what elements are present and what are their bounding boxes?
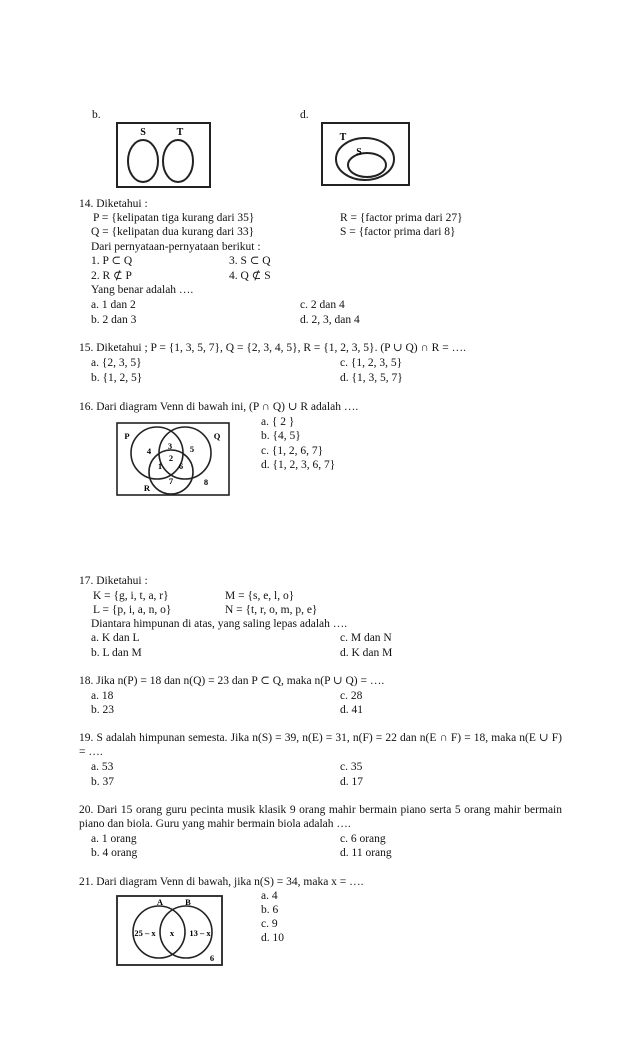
q14-ask: Yang benar adalah …. xyxy=(91,284,194,296)
q16-region-1: 1 xyxy=(157,461,163,471)
q14-statement-1: 1. P ⊂ Q xyxy=(91,255,133,267)
q20-stem: 20. Dari 15 orang guru pecinta musik klasik 9 orang mahir bermain piano serta 5 orang mahir bermain piano dan biola. Guru yang mahir bermain biola adalah …. xyxy=(79,804,562,830)
q16-option-d[interactable]: d. {1, 2, 3, 6, 7} xyxy=(261,459,336,471)
q21-option-b[interactable]: b. 6 xyxy=(261,904,279,916)
q18-option-d[interactable]: d. 41 xyxy=(340,704,363,716)
q16-region-2: 2 xyxy=(168,453,174,463)
q19-option-c[interactable]: c. 35 xyxy=(340,761,363,773)
q20-option-d[interactable]: d. 11 orang xyxy=(340,847,392,859)
q16-option-a[interactable]: a. { 2 } xyxy=(261,416,295,428)
q21-venn-diagram xyxy=(116,895,223,966)
q13-d-set-s-label: S xyxy=(356,147,362,158)
q14-option-c[interactable]: c. 2 dan 4 xyxy=(300,299,345,311)
q13-diagram-b xyxy=(116,122,211,188)
q18-option-c[interactable]: c. 28 xyxy=(340,690,363,702)
q16-region-6: 6 xyxy=(178,461,184,471)
q17-set-k-definition: K = {g, i, t, a, r} xyxy=(93,590,169,602)
q21-option-d[interactable]: d. 10 xyxy=(261,932,284,944)
q13-option-b-label: b. xyxy=(92,109,101,121)
q21-set-a-label: A xyxy=(156,897,164,907)
q21-region-a-only: 25 – x xyxy=(134,928,156,938)
q16-option-c[interactable]: c. {1, 2, 6, 7} xyxy=(261,445,324,457)
q14-option-b[interactable]: b. 2 dan 3 xyxy=(91,314,137,326)
q16-set-p-label: P xyxy=(124,431,130,441)
q16-set-r-label: R xyxy=(143,483,151,493)
q14-statement-3: 3. S ⊂ Q xyxy=(229,255,271,267)
q21-option-c[interactable]: c. 9 xyxy=(261,918,278,930)
q19-stem: 19. S adalah himpunan semesta. Jika n(S) = 39, n(E) = 31, n(F) = 22 dan n(E ∩ F) = 18, maka n(E ∪ F) = …. xyxy=(79,732,562,758)
q19-option-b[interactable]: b. 37 xyxy=(91,776,114,788)
q17-option-d[interactable]: d. K dan M xyxy=(340,647,393,659)
q16-option-b[interactable]: b. {4, 5} xyxy=(261,430,301,442)
q16-region-8: 8 xyxy=(203,477,209,487)
q14-set-q-definition: Q = {kelipatan dua kurang dari 33} xyxy=(91,226,255,238)
q14-statement-4: 4. Q ⊄ S xyxy=(229,270,271,282)
q21-region-b-only: 13 – x xyxy=(189,928,211,938)
q18-option-b[interactable]: b. 23 xyxy=(91,704,114,716)
q15-option-d[interactable]: d. {1, 3, 5, 7} xyxy=(340,372,403,384)
q18-option-a[interactable]: a. 18 xyxy=(91,690,114,702)
q14-stem: 14. Diketahui : xyxy=(79,198,148,210)
q13-b-set-t-label: T xyxy=(176,127,184,138)
q21-stem: 21. Dari diagram Venn di bawah, jika n(S) = 34, maka x = …. xyxy=(79,876,364,888)
q13-b-set-s-label: S xyxy=(140,127,146,138)
q13-diagram-d xyxy=(321,122,410,186)
q19-option-a[interactable]: a. 53 xyxy=(91,761,114,773)
q14-set-r-definition: R = {factor prima dari 27} xyxy=(340,212,463,224)
q21-set-b-label: B xyxy=(185,897,191,907)
q19-option-d[interactable]: d. 17 xyxy=(340,776,363,788)
q13-option-d-label: d. xyxy=(300,109,309,121)
q15-option-c[interactable]: c. {1, 2, 3, 5} xyxy=(340,357,403,369)
q14-option-d[interactable]: d. 2, 3, dan 4 xyxy=(300,314,360,326)
q17-option-b[interactable]: b. L dan M xyxy=(91,647,142,659)
q17-set-m-definition: M = {s, e, l, o} xyxy=(225,590,295,602)
q14-prompt: Dari pernyataan-pernyataan berikut : xyxy=(91,241,261,253)
q16-region-7: 7 xyxy=(168,476,174,486)
q13-d-set-t-label: T xyxy=(339,132,347,143)
q20-option-c[interactable]: c. 6 orang xyxy=(340,833,386,845)
q16-stem: 16. Dari diagram Venn di bawah ini, (P ∩ Q) ∪ R adalah …. xyxy=(79,401,359,413)
q21-option-a[interactable]: a. 4 xyxy=(261,890,278,902)
q21-region-outside: 6 xyxy=(209,953,215,963)
q18-stem: 18. Jika n(P) = 18 dan n(Q) = 23 dan P ⊂ Q, maka n(P ∪ Q) = …. xyxy=(79,675,385,687)
q15-option-b[interactable]: b. {1, 2, 5} xyxy=(91,372,143,384)
q20-option-b[interactable]: b. 4 orang xyxy=(91,847,138,859)
q20-option-a[interactable]: a. 1 orang xyxy=(91,833,137,845)
q16-venn-diagram xyxy=(116,422,230,496)
q14-set-s-definition: S = {factor prima dari 8} xyxy=(340,226,456,238)
q14-statement-2: 2. R ⊄ P xyxy=(91,270,132,282)
q14-set-p-definition: P = {kelipatan tiga kurang dari 35} xyxy=(93,212,255,224)
q17-option-c[interactable]: c. M dan N xyxy=(340,632,392,644)
q17-option-a[interactable]: a. K dan L xyxy=(91,632,140,644)
q17-set-n-definition: N = {t, r, o, m, p, e} xyxy=(225,604,318,616)
q17-set-l-definition: L = {p, i, a, n, o} xyxy=(93,604,172,616)
q16-set-q-label: Q xyxy=(213,431,221,441)
q14-option-a[interactable]: a. 1 dan 2 xyxy=(91,299,136,311)
q16-region-3: 3 xyxy=(167,441,173,451)
q15-option-a[interactable]: a. {2, 3, 5} xyxy=(91,357,142,369)
q17-stem: 17. Diketahui : xyxy=(79,575,148,587)
q16-region-5: 5 xyxy=(189,444,195,454)
q15-stem: 15. Diketahui ; P = {1, 3, 5, 7}, Q = {2, 3, 4, 5}, R = {1, 2, 3, 5}. (P ∪ Q) ∩ R = …. xyxy=(79,342,466,354)
q16-region-4: 4 xyxy=(146,446,152,456)
q21-region-intersection: x xyxy=(169,928,175,938)
q17-ask: Diantara himpunan di atas, yang saling lepas adalah …. xyxy=(91,618,348,630)
